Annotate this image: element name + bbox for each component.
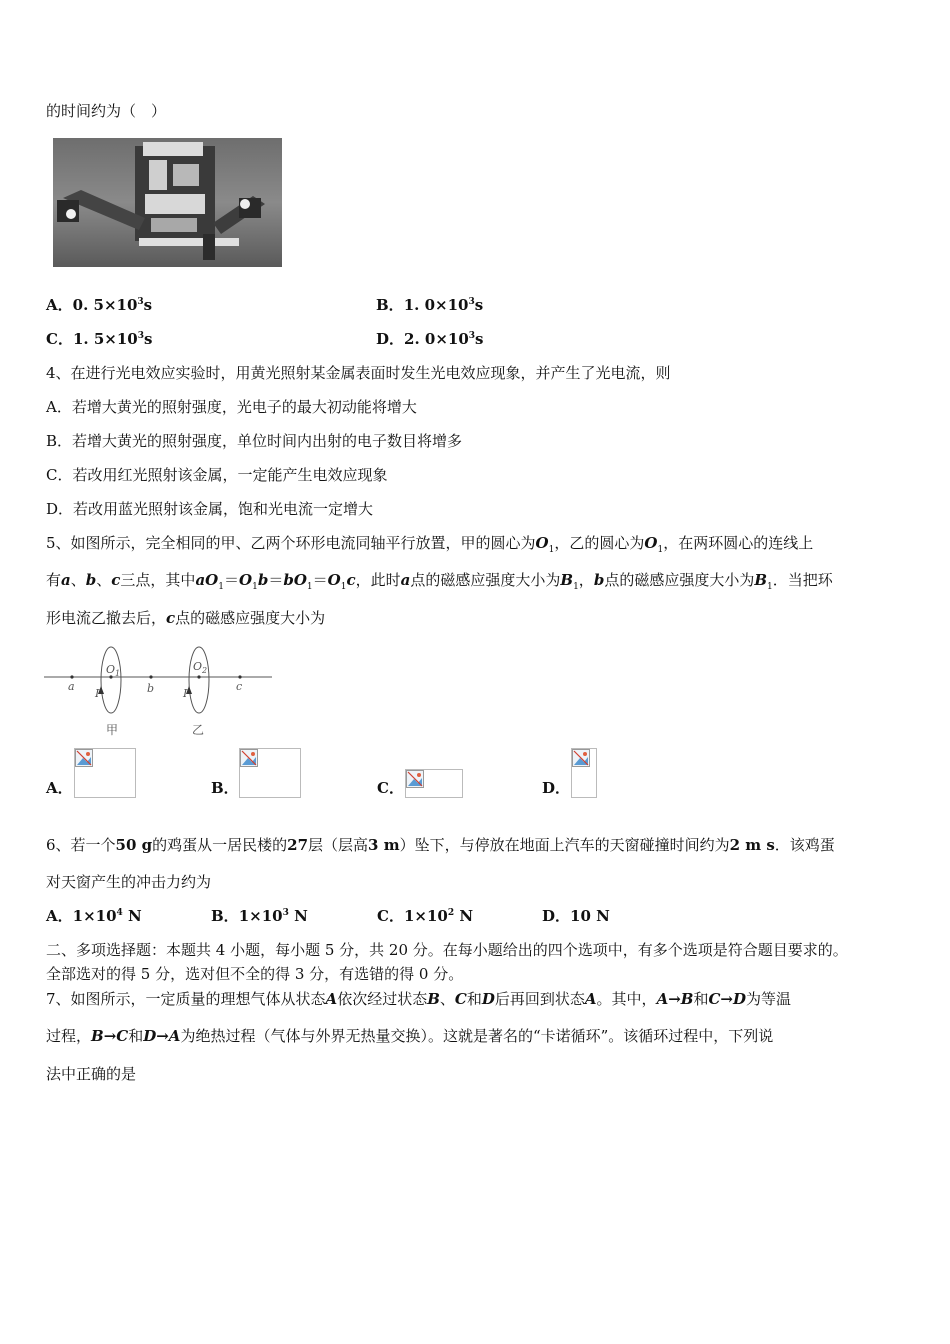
q6-option-d[interactable]: D．10 N bbox=[542, 907, 610, 925]
diagram-label-a: a bbox=[68, 680, 75, 693]
diagram-label-current-1: I bbox=[95, 687, 100, 700]
q4-option-d[interactable]: D．若改用蓝光照射该金属，饱和光电流一定增大 bbox=[46, 500, 374, 518]
q5-stem-line2: 有a、b、c三点，其中$aO_1=O_1b=bO_1=O_1c$，此时a点的磁感应强度大小为$B_1$，b点的磁感应强度大小为$B_1$．当把环 bbox=[46, 571, 833, 592]
section2-heading-line1: 二、多项选择题：本题共 4 小题，每小题 5 分，共 20 分。在每小题给出的四个选项中，有多个选项是符合题目要求的。 bbox=[46, 941, 848, 959]
diagram-label-current-2: I bbox=[183, 687, 188, 700]
q4-option-c[interactable]: C．若改用红光照射该金属，一定能产生电效应现象 bbox=[46, 466, 388, 484]
deep-sea-robot-photo bbox=[53, 138, 282, 267]
q4-option-b[interactable]: B．若增大黄光的照射强度，单位时间内出射的电子数目将增多 bbox=[46, 432, 463, 450]
ring-current-diagram bbox=[44, 640, 274, 740]
q5-stem-line3: 形电流乙撤去后，c点的磁感应强度大小为 bbox=[46, 609, 326, 627]
q3-option-c[interactable]: C．1. $5\times 10^3s$ bbox=[46, 330, 153, 348]
q6-option-c[interactable]: C．$1\times 10^2$ N bbox=[377, 907, 474, 925]
q5-option-d-label[interactable]: D． bbox=[542, 779, 571, 797]
broken-image-icon bbox=[240, 749, 258, 767]
diagram-label-c: c bbox=[236, 680, 243, 693]
diagram-label-jia: 甲 bbox=[106, 723, 119, 737]
q6-option-b[interactable]: B．$1\times 10^3$ N bbox=[211, 907, 308, 925]
q3-stem-tail: 的时间约为（ ） bbox=[46, 102, 167, 120]
q6-stem-line1: 6、若一个50 g的鸡蛋从一居民楼的27层（层高3 m）坠下，与停放在地面上汽车的天窗碰撞时间约为2 m s．该鸡蛋 bbox=[46, 836, 835, 854]
q5-option-c-label[interactable]: C． bbox=[377, 779, 404, 797]
q5-option-a-label[interactable]: A． bbox=[46, 779, 73, 797]
broken-image-icon bbox=[572, 749, 590, 767]
section2-heading-line2: 全部选对的得 5 分，选对但不全的得 3 分，有选错的得 0 分。 bbox=[46, 965, 464, 983]
q3-option-d[interactable]: D．2. $0\times 10^3s$ bbox=[376, 330, 484, 348]
q5-option-b-image[interactable] bbox=[239, 748, 301, 798]
q7-stem-line2: 过程，B→C和D→A为绝热过程（气体与外界无热量交换）。这就是著名的“卡诺循环”。该循环过程中，下列说 bbox=[46, 1027, 774, 1045]
diagram-label-o1: $O_1$ bbox=[106, 663, 121, 678]
q3-option-a[interactable]: A．0. $5\times 10^3s$ bbox=[46, 296, 153, 314]
diagram-label-o2: $O_2$ bbox=[193, 660, 208, 675]
q5-option-d-image[interactable] bbox=[571, 748, 597, 798]
q4-option-a[interactable]: A．若增大黄光的照射强度，光电子的最大初动能将增大 bbox=[46, 398, 417, 416]
q6-option-a[interactable]: A．$1\times 10^4$ N bbox=[46, 907, 142, 925]
diagram-label-yi: 乙 bbox=[192, 723, 205, 737]
q6-stem-line2: 对天窗产生的冲击力约为 bbox=[46, 873, 212, 891]
q7-stem-line3: 法中正确的是 bbox=[46, 1065, 137, 1083]
q4-stem: 4、在进行光电效应实验时，用黄光照射某金属表面时发生光电效应现象，并产生了光电流，则 bbox=[46, 364, 671, 382]
q5-stem-line1: 5、如图所示，完全相同的甲、乙两个环形电流同轴平行放置，甲的圆心为$O_1$，乙的圆心为$O_1$，在两环圆心的连线上 bbox=[46, 534, 814, 555]
q5-option-b-label[interactable]: B． bbox=[211, 779, 239, 797]
q5-option-a-image[interactable] bbox=[74, 748, 136, 798]
q7-stem-line1: 7、如图所示，一定质量的理想气体从状态A依次经过状态B、C和D后再回到状态A。其中，A→B和C→D为等温 bbox=[46, 990, 791, 1008]
broken-image-icon bbox=[75, 749, 93, 767]
broken-image-icon bbox=[406, 770, 424, 788]
q5-option-c-image[interactable] bbox=[405, 769, 463, 798]
diagram-label-b: b bbox=[147, 682, 155, 695]
q3-option-b[interactable]: B．1. $0\times 10^3s$ bbox=[376, 296, 484, 314]
